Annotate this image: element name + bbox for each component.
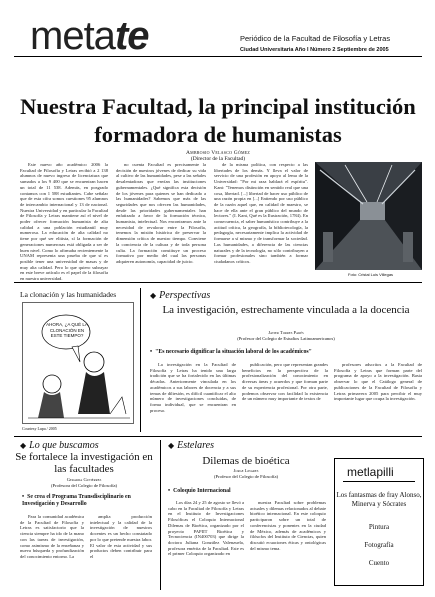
sidebar-item-cuento[interactable]: Cuento [368,559,390,567]
cartoon-title: La clonación y las humanidades [20,290,117,299]
lead-column-2: no cuenta Facultad es precisamente la decisión de nuestros jóvenes de dedicar su vida al cultivo de las humanidades, pese a las señales desalentadoras que envían las instituciones gubernamentales. ¿Qué significa esta decisión de los jóvenes para quienes se han dedicado a las humanidades? Sabemos que más de las seguridades que nos ofrecen las humanidades, desde las prioridades gubernamentales han enfatizado a favor de la formación técnica, humanista, intelectual. Nos encontramos ante la necesidad de revalorar entre la Filosofía, tenemos la misión histórica de preservar la dimensión crítica de nuestro tiempo. Conviene la conciencia de la cultura y de toda persona culta. La formación constituye un proceso formativo por medio del cual las personas adquieren autonomía, capacidad de juicio. [116,162,206,264]
masthead [0,0,435,62]
lo-que-buscamos-bullet: • Se crea el Programa Transdisciplinario en Investigación y Desarrollo [22,494,131,507]
lead-author: Ambrosio Velasco Gómez [185,150,251,156]
masthead-tagline: Periódico de la Facultad de Filosofía y Letras [240,34,391,43]
bullet-diamond-icon: • [168,488,171,494]
perspectivas-column-3: profesores adscritos a la Facultad de Filosofía y Letras que forman parte del programa de apoyo a la investigación. Basta observar lo que el Catálogo general de publicaciones de la Facultad de Filosofía y Letras primavera 2005 para percibir el muy importante lugar que ocupa la investigación. [334,362,422,402]
library-corridor-photo [315,162,422,270]
perspectivas-byline: Javier Torres Parés (Profesor del Colegio de Estudios Latinoamericanos) [237,330,335,341]
lo-que-buscamos-title[interactable]: Se fortalece la investigación en las facultades [15,451,153,475]
bullet-diamond-icon: • [150,349,153,355]
lo-que-buscamos-column-1: Para la comunidad académica de la Facultad de Filosofía y Letras es satisfactorio que la ciencia siempre ha ido de la mano con las tareas de investigación, como asimismo de la enseñanza y nueva búsqueda y profundización del conocimiento entorno. La [20,514,84,559]
lower-section-rule [14,436,422,437]
lead-author-role: (Director de la Facultad) [190,156,246,162]
sidebar-item-fotografia[interactable]: Fotografía [364,541,394,549]
library-photo-image [315,162,422,270]
estelares-title[interactable]: Dilemas de bioética [202,455,290,467]
column-divider [140,288,141,432]
lead-column-1: Este nuevo año académico 2006 la Facultad de Filosofía y Letras recibió a 2 138 alumnos de nuevo ingreso de licenciatura que sumados a los 9 400 que se encuentran hacen un total de 11 538. Además, en posgrado contamos con 1 588 estudiantes. Cabe señalar que de esta cifra somos cuestiones 95 alumnos de intercambio internacional y 13 de nacional. Nuestra Universidad y en particular la Facultad de Filosofía y Letras mantiene así el nivel de poder ofrecer formación humanista de alta calidad a una población estudiantil muy numerosa. La educación de alta calidad no tiene por qué ser elitista, sí la formación de generaciones numerosas está obligada a ser de buen nivel. Como lo afirmaba recientemente la UNAM representa una prueba de que sí es posible tener una universidad de masas y de muy alta calidad. Pero lo que quiero subrayar en este breve artículo es el papel de la filosofía en nuestra universidad. [20,162,108,282]
diamond-icon: ◆ [168,441,175,450]
diamond-icon: ◆ [20,441,27,450]
lead-headline[interactable]: Nuestra Facultad, la principal institución formadora de humanistas [20,94,416,147]
estelares-byline: Jorge Linares (Profesor del Colegio de Filosofía) [213,468,279,479]
estelares-column-2: nuestra Facultad sobre problemas actuales y dilemas relacionados al debate bioético internacional. En este coloquio participaron sobre un total de conferencistas y ponentes en la ciudad de México, además de académicos y filósofos del Instituto de Ciencias, quien discutió ecuaciones éticas y ontológicas del mismo tema. [250,500,326,551]
estelares-column-1: Los días 24 y 25 de agosto se llevó a cabo en la Facultad de Filosofía y Letras en el Instituto de Investigaciones Filosóficas el Coloquio Internacional Dilemas de Bioética, organizado por el proyecto PAPIIT Bioética y Tecnociencia (IN400703) que dirige la doctora Juliana González Valenzuela, profesora emérita de la Facultad. Este es el primer Coloquio organizado en [168,500,244,557]
sidebar-item-pintura[interactable]: Pintura [368,523,390,531]
photo-credit: Foto: Cristal Luis Villegas [348,272,394,277]
section-rule [14,282,422,283]
perspectivas-bullet: • "Es necesario dignificar la situación laboral de los académicos" [150,349,312,355]
perspectivas-column-2: publicación, pero que representan grandes beneficios en la perspectiva de la profesionalización del conocimiento en diversas áreas y acuerdos y que forman parte de su experiencia profesional. Por otra parte, podemos observar con facilidad la existencia de un número muy importante de textos de [242,362,328,402]
lead-byline [14,150,422,162]
lo-que-buscamos-kicker: ◆ Lo que buscamos [20,440,99,451]
perspectivas-title[interactable]: La investigación, estrechamente vinculada a la docencia [162,304,410,316]
perspectivas-kicker: ◆ Perspectivas [150,290,211,301]
metlapilli-logo[interactable]: metlapilli [347,465,394,479]
bullet-diamond-icon: • [22,494,25,500]
issue-dateline: Ciudad Universitaria Año I Número 2 Septiembre de 2005 [240,47,389,53]
column-divider-lower [160,440,161,590]
sidebar-item-fantasmas[interactable]: Los fantasmas de fray Alonso, Minerva y Sócrates [336,491,422,508]
lo-que-buscamos-column-2: amplia producción intelectual y la calidad de la investigación de nuestros docentes es un hecho constatado por lo que pretende nuestra labor. El valor de esta actividad y sus productos deben contribuir para el [90,514,152,559]
lead-column-3: de la misma política, con respecto a las libertades de los demás. Y lleva el valor de servicio de una profesión en apoyo al lema de la Universidad: "Por mi raza hablará el espíritu". Kant: "Tenemos distinción en sentido real que una cosa, libertad. [...] libertad de hacer uso público de una razón propia en [...] Entiendo por uso público de la razón aquel que, en calidad de maestro, se hace de ella ante el gran público del mundo de lectores." (I. Kant, Qué es la Ilustración, 1784). En consecuencia, el saber humanístico contribuye a la actitud crítica, la geografía, la bibliotecología, la pedagogía, necesariamente implica la actividad de formarse a sí mismo y de transformar la sociedad. Las humanidades, a diferencia de las ciencias naturales y de la tecnología, no sólo contribuyen a formar profesionales sino también a formar ciudadanos críticos. [214,162,308,264]
metlapilli-sidebar [334,458,424,586]
lo-que-buscamos-byline: Gerarda Gutiérrez (Profesora del Colegio de Filosofía) [50,477,118,488]
masthead-rule [14,56,422,57]
cartoon-drawing [22,302,134,424]
metate-logo[interactable]: metate [30,14,149,58]
cartoon-credit: Courtesy Lupa / 2005 [22,426,57,431]
perspectivas-column-1: La investigación en la Facultad de Filosofía y Letras ha tenido una larga tradición que se ha fortalecido en las últimas décadas. Anteriormente vinculada en los académicos a sus labores de docencia y a sus temas de diltesión, es difícil cuantificar el alto número de investigaciones concluidas, de forma individual, que se encuentran en proceso. [150,362,236,413]
diamond-icon: ◆ [150,291,157,300]
sidebar-rule [343,481,415,482]
estelares-kicker: ◆ Estelares [168,440,215,451]
cartoon-speech: AHORA, ¿A QUÉ LA CLONACIÓN EN ESTE TIEMPO? [46,322,88,338]
estelares-bullet: • Coloquio Internacional [168,488,231,494]
cartoon-illustration [22,302,134,424]
